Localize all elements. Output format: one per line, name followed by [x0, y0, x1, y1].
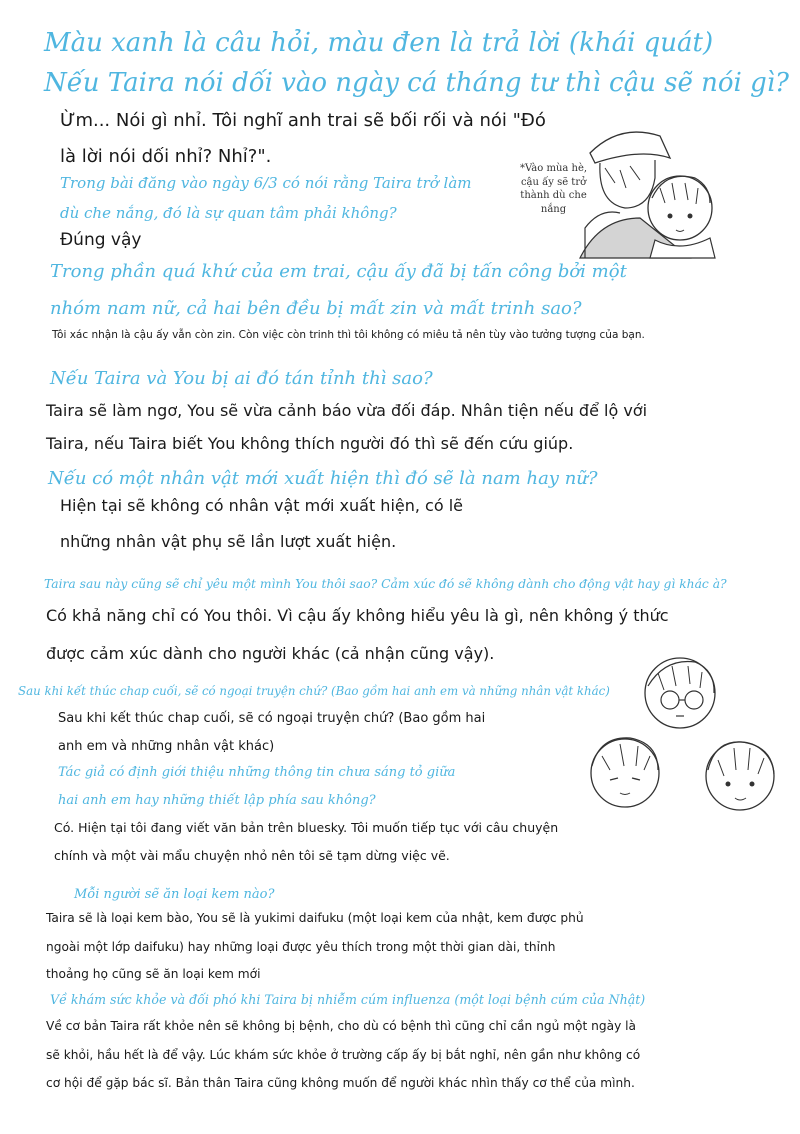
- question-2-line-1: Trong bài đăng vào ngày 6/3 có nói rằng Taira trở làm: [60, 174, 472, 192]
- question-2-line-2: dù che nắng, đó là sự quan tâm phải không?: [60, 204, 397, 222]
- question-5: Nếu có một nhân vật mới xuất hiện thì đó sẽ là nam hay nữ?: [48, 468, 598, 489]
- answer-10-line-3: cơ hội để gặp bác sĩ. Bản thân Taira cũng không muốn để người khác nhìn thấy cơ thể của mình.: [46, 1076, 635, 1090]
- question-8-line-1: Tác giả có định giới thiệu những thông tin chưa sáng tỏ giữa: [58, 765, 456, 780]
- question-7: Sau khi kết thúc chap cuối, sẽ có ngoại truyện chứ? (Bao gồm hai anh em và những nhân vật khác): [18, 684, 610, 698]
- answer-8-line-2: chính và một vài mẩu chuyện nhỏ nên tôi sẽ tạm dừng việc vẽ.: [54, 848, 450, 863]
- answer-7-line-1: Sau khi kết thúc chap cuối, sẽ có ngoại truyện chứ? (Bao gồm hai: [58, 711, 486, 726]
- answer-1-line-1: Ừm... Nói gì nhỉ. Tôi nghĩ anh trai sẽ bối rối và nói "Đó: [60, 110, 546, 131]
- question-9: Mỗi người sẽ ăn loại kem nào?: [74, 887, 275, 902]
- question-4: Nếu Taira và You bị ai đó tán tỉnh thì sao?: [50, 368, 433, 389]
- question-6: Taira sau này cũng sẽ chỉ yêu một mình You thôi sao? Cảm xúc đó sẽ không dành cho động vật hay gì khác à?: [44, 577, 727, 591]
- answer-4-line-2: Taira, nếu Taira biết You không thích người đó thì sẽ đến cứu giúp.: [46, 434, 574, 453]
- answer-10-line-1: Về cơ bản Taira rất khỏe nên sẽ không bị bệnh, cho dù có bệnh thì cũng chỉ cần ngủ một ngày là: [46, 1019, 637, 1033]
- answer-5-line-2: những nhân vật phụ sẽ lần lượt xuất hiện.: [60, 532, 397, 551]
- side-note: *Vào mùa hè, cậu ấy sẽ trở thành dù che nắng: [520, 163, 588, 215]
- answer-9-line-3: thoảng họ cũng sẽ ăn loại kem mới: [46, 967, 261, 981]
- answer-4-line-1: Taira sẽ làm ngơ, You sẽ vừa cảnh báo vừa đối đáp. Nhân tiện nếu để lộ với: [46, 401, 648, 420]
- question-10: Về khám sức khỏe và đối phó khi Taira bị nhiễm cúm influenza (một loại bệnh cúm của Nhật): [50, 992, 646, 1007]
- answer-7-line-2: anh em và những nhân vật khác): [58, 739, 275, 754]
- answer-8-line-1: Có. Hiện tại tôi đang viết văn bản trên bluesky. Tôi muốn tiếp tục với câu chuyện: [54, 820, 559, 835]
- answer-1-line-2: là lời nói dối nhỉ? Nhỉ?".: [60, 146, 272, 167]
- header-line-2: Nếu Taira nói dối vào ngày cá tháng tư thì cậu sẽ nói gì?: [44, 68, 789, 98]
- answer-9-line-2: ngoài một lớp daifuku) hay những loại được yêu thích trong một thời gian dài, thỉnh: [46, 940, 556, 954]
- answer-3: Tôi xác nhận là cậu ấy vẫn còn zin. Còn việc còn trinh thì tôi không có miêu tả nên tùy vào tưởng tượng của bạn.: [52, 329, 645, 341]
- answer-5-line-1: Hiện tại sẽ không có nhân vật mới xuất hiện, có lẽ: [60, 496, 463, 515]
- chibi-faces-illustration: [580, 648, 785, 823]
- answer-9-line-1: Taira sẽ là loại kem bào, You sẽ là yukimi daifuku (một loại kem của nhật, kem được phủ: [46, 911, 584, 925]
- answer-10-line-2: sẽ khỏi, hầu hết là để vậy. Lúc khám sức khỏe ở trường cấp ấy bị bắt nghỉ, nên gần như không có: [46, 1048, 641, 1062]
- question-8-line-2: hai anh em hay những thiết lập phía sau không?: [58, 793, 376, 808]
- answer-6-line-2: được cảm xúc dành cho người khác (cả nhận cũng vậy).: [46, 644, 495, 663]
- question-3-line-1: Trong phần quá khứ của em trai, cậu ấy đã bị tấn công bởi một: [50, 261, 627, 282]
- header-line-1: Màu xanh là câu hỏi, màu đen là trả lời (khái quát): [44, 28, 714, 58]
- answer-2: Đúng vậy: [60, 230, 142, 250]
- answer-6-line-1: Có khả năng chỉ có You thôi. Vì cậu ấy không hiểu yêu là gì, nên không ý thức: [46, 606, 669, 625]
- question-3-line-2: nhóm nam nữ, cả hai bên đều bị mất zin và mất trinh sao?: [50, 298, 582, 319]
